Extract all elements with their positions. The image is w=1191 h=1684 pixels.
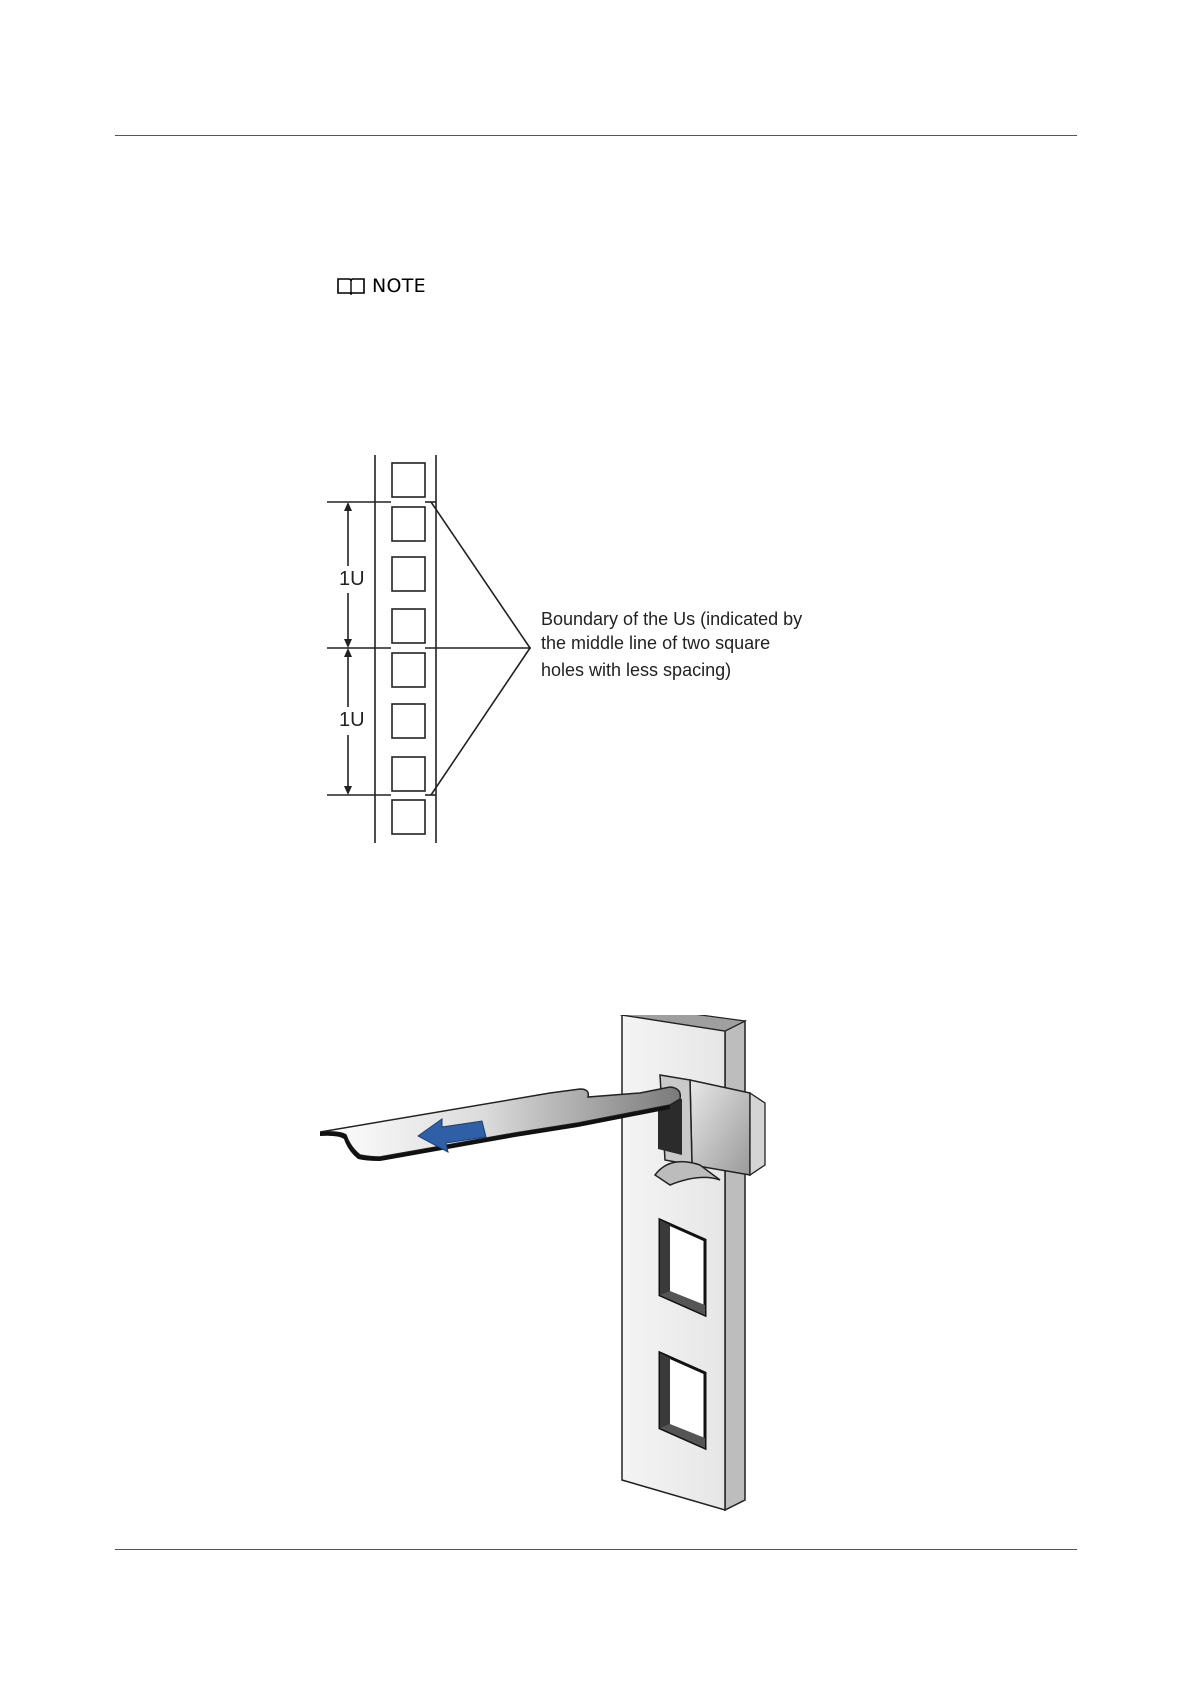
- floating-nut: [690, 1080, 750, 1175]
- note-heading: [336, 275, 426, 297]
- unit-label: 1U: [339, 709, 365, 731]
- square-hole: [392, 653, 425, 687]
- callout-line: [431, 648, 530, 795]
- floating-nut-illustration: [320, 1015, 800, 1535]
- callout-line: [431, 502, 530, 648]
- square-hole: [392, 609, 425, 643]
- callout-text: Boundary of the Us (indicated by: [541, 609, 803, 629]
- rack-unit-diagram: [325, 455, 845, 845]
- square-hole: [392, 557, 425, 591]
- callout-text: holes with less spacing): [541, 660, 732, 680]
- note-label: NOTE: [372, 275, 426, 297]
- footer-rule: [115, 1549, 1077, 1550]
- open-book-icon: [336, 276, 366, 296]
- square-hole: [392, 463, 425, 497]
- square-hole: [392, 800, 425, 834]
- square-hole: [392, 704, 425, 738]
- callout-text: the middle line of two square: [541, 633, 771, 653]
- unit-label: 1U: [339, 568, 365, 590]
- header-rule: [115, 135, 1077, 136]
- square-hole: [392, 507, 425, 541]
- square-hole: [392, 757, 425, 791]
